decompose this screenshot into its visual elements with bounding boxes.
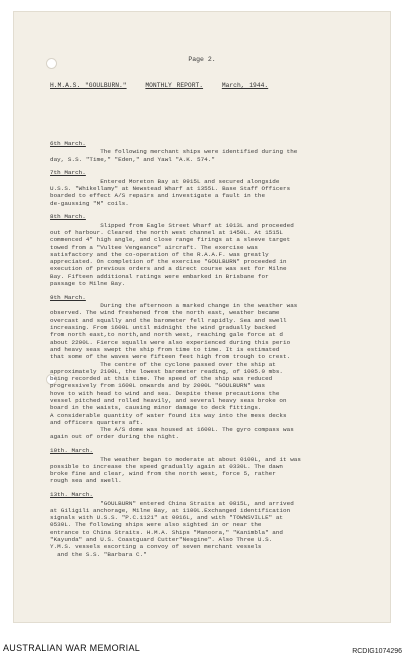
entry xyxy=(50,491,372,558)
entry xyxy=(50,213,372,287)
entry xyxy=(50,294,372,441)
entry-text: The following merchant ships were identified during the day, S.S. "Time," "Eden," and Yawl "A.K. 574." xyxy=(50,148,298,163)
ship-name: H.M.A.S. "GOULBURN." xyxy=(50,82,127,89)
report-type: MONTHLY REPORT. xyxy=(145,82,204,89)
entry-date: 7th March. xyxy=(50,169,86,177)
entry-text: Entered Moreton Bay at 0915L and secured alongside U.S.S. "Whikellamy" at Newstead Wharf at 1355L. Base Staff Officers boarded to effect A/S repairs and investigate a fault in the de-gaussing "M" coils. xyxy=(50,177,291,207)
entry xyxy=(50,447,372,484)
entry-text: During the afternoon a marked change in the weather was observed. The wind freshened from the north east, weather became overcast and squally and the barometer fell rapidly. Sea and swell increasing. From 1600L until midnight the wind gradually backed from north east,to north,and north west, reaching gale force at d about 2200L. Fierce squalls were also experienced during this perio and heavy seas swept the ship from time to time. It is estimated that some of the waves were fifteen feet high from trough to crest. The centre of the cyclone passed over the ship at approximately 2100L, the lowest barometer reading, of 1005.0 mbs. being recorded at this time. The speed of the ship was reduced progressively from 1600L onwards and by 2000L "GOULBURN" was hove to with head to wind and sea. Despite these precautions the vessel pitched and rolled heavily, and several heavy seas broke on board in the waists, causing minor damage to deck fittings. A considerable quantity of water found its way into the mess decks and officers quarters aft. The A/S dome was housed at 1600L. The gyro compass was again out of order during the night. xyxy=(50,302,298,441)
page-number: Page 2. xyxy=(188,56,216,63)
archive-name: AUSTRALIAN WAR MEMORIAL xyxy=(3,643,141,653)
entry-date: 8th March. xyxy=(50,213,86,221)
entry-date: 6th March. xyxy=(50,140,86,147)
report-heading xyxy=(50,82,282,89)
entry-text: The weather began to moderate at about 0100L, and it was possible to increase the speed gradually again at 0330L. The dawn broke fine and clear, wind from the north west, force 5, rather rough sea and swell. xyxy=(50,455,301,485)
archive-footer xyxy=(0,637,406,659)
entry xyxy=(50,169,372,206)
entry xyxy=(50,140,372,163)
entry-text: Slipped from Eagle Street Wharf at 1013L and proceeded out of harbour. Cleared the north west channel at 1450L. At 1515L commenced 4" high angle, and close range firings at a sleeve target towed from a "Vultee Vengeance" aircraft. The exercise was satisfactory and the co-operation of the R.A.A.F. was greatly appreciated. On completion of the exercise "GOULBURN" proceeded in execution of previous orders and a direct course was set for Milne Bay. Fifteen additional ratings were embarked in Brisbane for passage to Milne Bay. xyxy=(50,221,294,288)
record-id: RCDIG1074296 xyxy=(352,648,402,655)
entry-date: 13th. March. xyxy=(50,491,94,499)
entry-text: "GOULBURN" entered China Straits at 0815L, and arrived at Giligili anchorage, Milne Bay, at 1100L.Exchanged identification signals with U.S.S. "P.C.1121" at 0016L, and with "TOWNSVILLE" at 0530L. The following ships were also sighted in or near the entrance to China Straits. H.M.A. Ships "Manoora," "Kanimbla" and "Kayunda" and U.S. Coastguard Cutter"Nesgine". Also Three U.S. Y.M.S. vessels escorting a convoy of seven merchant vessels and the S.S. "Barbara C." xyxy=(50,499,294,558)
document-page xyxy=(14,12,390,622)
report-body xyxy=(50,140,372,564)
entry-date: 10th. March. xyxy=(50,447,94,455)
entry-date: 9th March. xyxy=(50,293,86,301)
report-month: March, 1944. xyxy=(221,82,269,89)
